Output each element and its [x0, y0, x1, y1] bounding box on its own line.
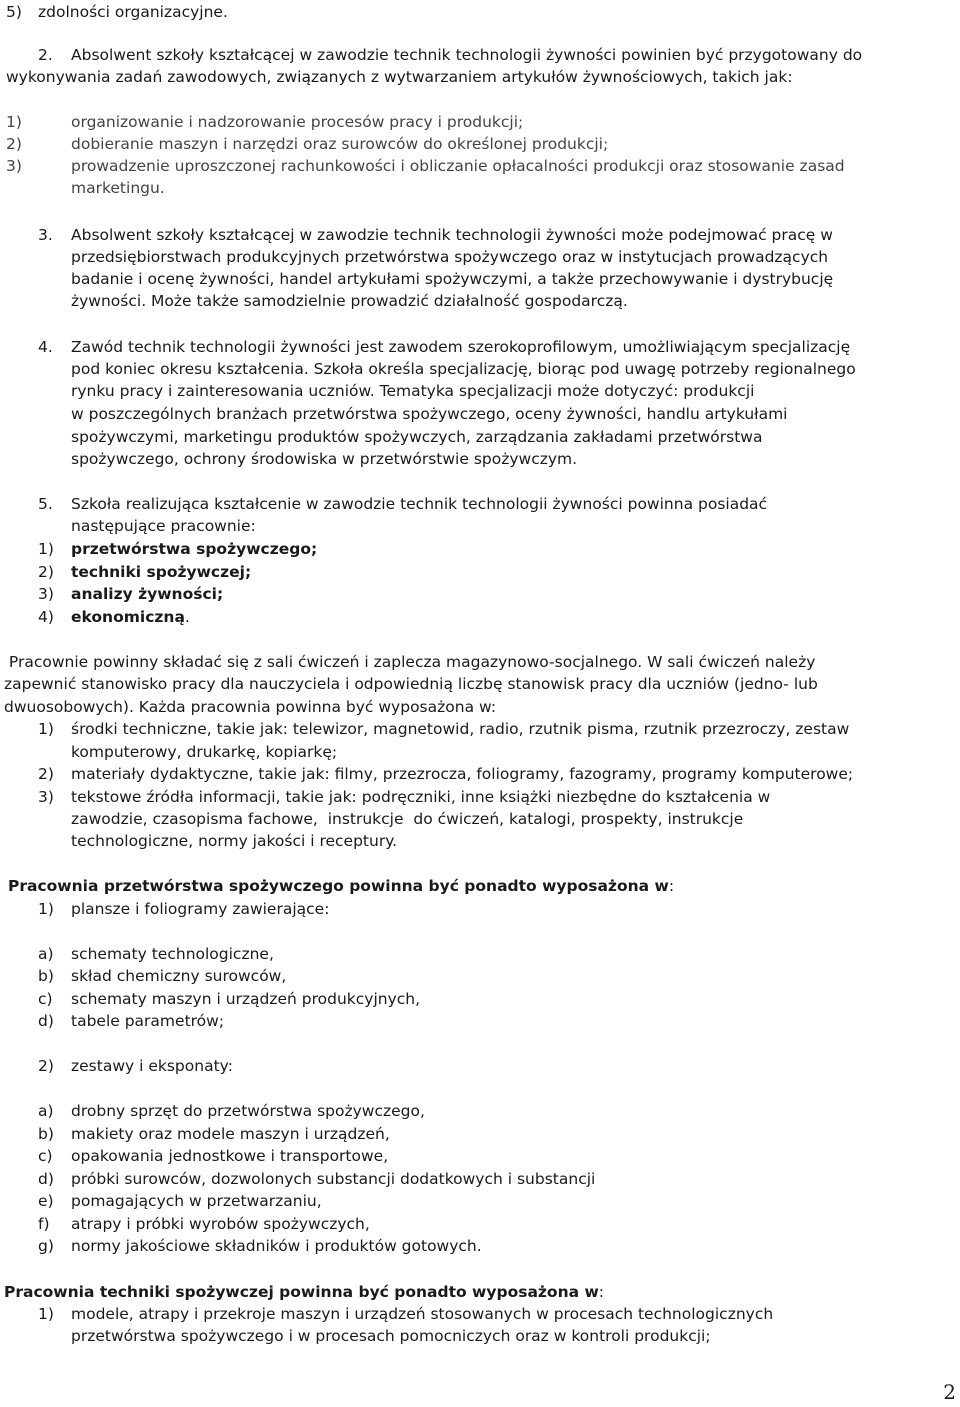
- item-number: 1): [38, 900, 54, 918]
- item-number: 4): [38, 608, 54, 626]
- item-letter: f): [38, 1215, 50, 1233]
- item-number: 5): [6, 3, 22, 21]
- heading-text: Pracownia techniki spożywczej powinna być ponadto wyposażona w: [4, 1283, 599, 1301]
- item-number: 1): [6, 113, 22, 131]
- item-number: 2): [38, 765, 54, 783]
- paragraph-text: Absolwent szkoły kształcącej w zawodzie technik technologii żywności powinien być przygotowany do: [71, 46, 863, 64]
- item-text: organizowanie i nadzorowanie procesów pracy i produkcji;: [71, 113, 524, 131]
- list-item-continuation: zawodzie, czasopisma fachowe, instrukcje do ćwiczeń, katalogi, prospekty, instrukcje: [71, 810, 744, 828]
- list-item-continuation: przetwórstwa spożywczego i w procesach pomocniczych oraz w kontroli produkcji;: [71, 1327, 711, 1345]
- list-item-continuation: technologiczne, normy jakości i receptury.: [71, 832, 398, 850]
- item-number: 1): [38, 540, 54, 558]
- item-letter: g): [38, 1237, 54, 1255]
- paragraph-line: Zawód technik technologii żywności jest zawodem szerokoprofilowym, umożliwiającym specjalizację: [71, 338, 851, 356]
- paragraph-line: następujące pracownie:: [71, 517, 256, 535]
- item-text: schematy technologiczne,: [71, 945, 274, 963]
- heading-text: Pracownia przetwórstwa spożywczego powinna być ponadto wyposażona w: [8, 877, 669, 895]
- page-number: 2: [943, 1380, 956, 1404]
- item-number: 3): [38, 788, 54, 806]
- item-letter: a): [38, 945, 54, 963]
- item-number: 1): [38, 720, 54, 738]
- item-text: prowadzenie uproszczonej rachunkowości i obliczanie opłacalności produkcji oraz stosowanie zasad: [71, 157, 845, 175]
- item-letter: b): [38, 1125, 54, 1143]
- item-letter: e): [38, 1192, 54, 1210]
- item-text: tabele parametrów;: [71, 1012, 225, 1030]
- paragraph-4: [0, 336, 960, 470]
- item-text: skład chemiczny surowców,: [71, 967, 287, 985]
- item-number: 2): [38, 563, 54, 581]
- paragraph-line: Absolwent szkoły kształcącej w zawodzie technik technologii żywności może podejmować pracę w: [71, 226, 833, 244]
- item-text: opakowania jednostkowe i transportowe,: [71, 1147, 389, 1165]
- paragraph-number: 2.: [38, 46, 53, 64]
- paragraph-5: [0, 493, 960, 537]
- item-text: drobny sprzęt do przetwórstwa spożywczego,: [71, 1102, 425, 1120]
- section-heading: [4, 1281, 604, 1303]
- paragraph-line: zapewnić stanowisko pracy dla nauczyciela i odpowiednią liczbę stanowisk pracy dla uczniów (jedno- lub: [4, 675, 818, 693]
- item-number: 2): [38, 1057, 54, 1075]
- paragraph-line: Szkoła realizująca kształcenie w zawodzie technik technologii żywności powinna posiadać: [71, 495, 768, 513]
- paragraph-text: wykonywania zadań zawodowych, związanych z wytwarzaniem artykułów żywnościowych, takich jak:: [6, 68, 793, 86]
- item-letter: b): [38, 967, 54, 985]
- heading-suffix: :: [668, 877, 675, 895]
- item-text: normy jakościowe składników i produktów gotowych.: [71, 1237, 482, 1255]
- item-text: materiały dydaktyczne, takie jak: filmy, przezrocza, foliogramy, fazogramy, programy komputerowe;: [71, 765, 854, 783]
- list-item-continuation: [71, 177, 165, 199]
- list-item-continuation: komputerowy, drukarkę, kopiarkę;: [71, 743, 338, 761]
- paragraph-line: spożywczego, ochrony środowiska w przetwórstwie spożywczym.: [71, 450, 578, 468]
- item-text: makiety oraz modele maszyn i urządzeń,: [71, 1125, 390, 1143]
- item-text: techniki spożywczej;: [71, 563, 252, 581]
- item-number: 3): [6, 157, 22, 175]
- item-number: 3): [38, 585, 54, 603]
- item-text: zestawy i eksponaty:: [71, 1057, 233, 1075]
- item-letter: d): [38, 1170, 54, 1188]
- item-text: modele, atrapy i przekroje maszyn i urządzeń stosowanych w procesach technologicznych: [71, 1305, 774, 1323]
- paragraph-line: żywności. Może także samodzielnie prowadzić działalność gospodarczą.: [71, 292, 628, 310]
- paragraph-line: dwuosobowych). Każda pracownia powinna być wyposażona w:: [4, 698, 497, 716]
- item-number: 2): [6, 135, 22, 153]
- item-text: atrapy i próbki wyrobów spożywczych,: [71, 1215, 370, 1233]
- paragraph-line: w poszczególnych branżach przetwórstwa spożywczego, oceny żywności, handlu artykułami: [71, 405, 788, 423]
- item-text: zdolności organizacyjne.: [38, 3, 228, 21]
- item-letter: a): [38, 1102, 54, 1120]
- heading-suffix: :: [598, 1283, 605, 1301]
- item-text: środki techniczne, takie jak: telewizor, magnetowid, radio, rzutnik pisma, rzutnik przezroczy, zestaw: [71, 720, 850, 738]
- item-text: analizy żywności;: [71, 585, 224, 603]
- paragraph-line: spożywczymi, marketingu produktów spożywczych, zarządzania zakładami przetwórstwa: [71, 428, 763, 446]
- item-text: dobieranie maszyn i narzędzi oraz surowców do określonej produkcji;: [71, 135, 609, 153]
- item-text: marketingu.: [71, 179, 165, 197]
- item-text: tekstowe źródła informacji, takie jak: podręczniki, inne książki niezbędne do kształcenia w: [71, 788, 771, 806]
- item-text: plansze i foliogramy zawierające:: [71, 900, 330, 918]
- item-number: 1): [38, 1305, 54, 1323]
- section-heading: [8, 875, 674, 897]
- paragraph-line: Pracownie powinny składać się z sali ćwiczeń i zaplecza magazynowo-socjalnego. W sali ćwiczeń należy: [4, 653, 816, 671]
- item-text: przetwórstwa spożywczego;: [71, 540, 318, 558]
- paragraph-line: przedsiębiorstwach produkcyjnych przetwórstwa spożywczego oraz w instytucjach prowadzących: [71, 248, 829, 266]
- item-text: próbki surowców, dozwolonych substancji dodatkowych i substancji: [71, 1170, 596, 1188]
- item-letter: c): [38, 990, 53, 1008]
- paragraph-line: badanie i ocenę żywności, handel artykułami spożywczymi, a także przechowywanie i dystrybucję: [71, 270, 834, 288]
- paragraph-number: 5.: [38, 495, 53, 513]
- paragraph-line: pod koniec okresu kształcenia. Szkoła określa specjalizację, biorąc pod uwagę potrzeby regionalnego: [71, 360, 856, 378]
- paragraph-2-line-2: [6, 66, 793, 88]
- item-text: pomagających w przetwarzaniu,: [71, 1192, 322, 1210]
- paragraph-3: [0, 224, 960, 314]
- paragraph-line: rynku pracy i zainteresowania uczniów. Tematyka specjalizacji może dotyczyć: produkcji: [71, 382, 755, 400]
- item-text: schematy maszyn i urządzeń produkcyjnych,: [71, 990, 421, 1008]
- item-text: ekonomiczną: [71, 608, 185, 626]
- item-text-wrapper: [71, 606, 190, 628]
- item-letter: c): [38, 1147, 53, 1165]
- item-letter: d): [38, 1012, 54, 1030]
- paragraph-number: 3.: [38, 226, 53, 244]
- paragraph-number: 4.: [38, 338, 53, 356]
- item-suffix: .: [184, 608, 190, 626]
